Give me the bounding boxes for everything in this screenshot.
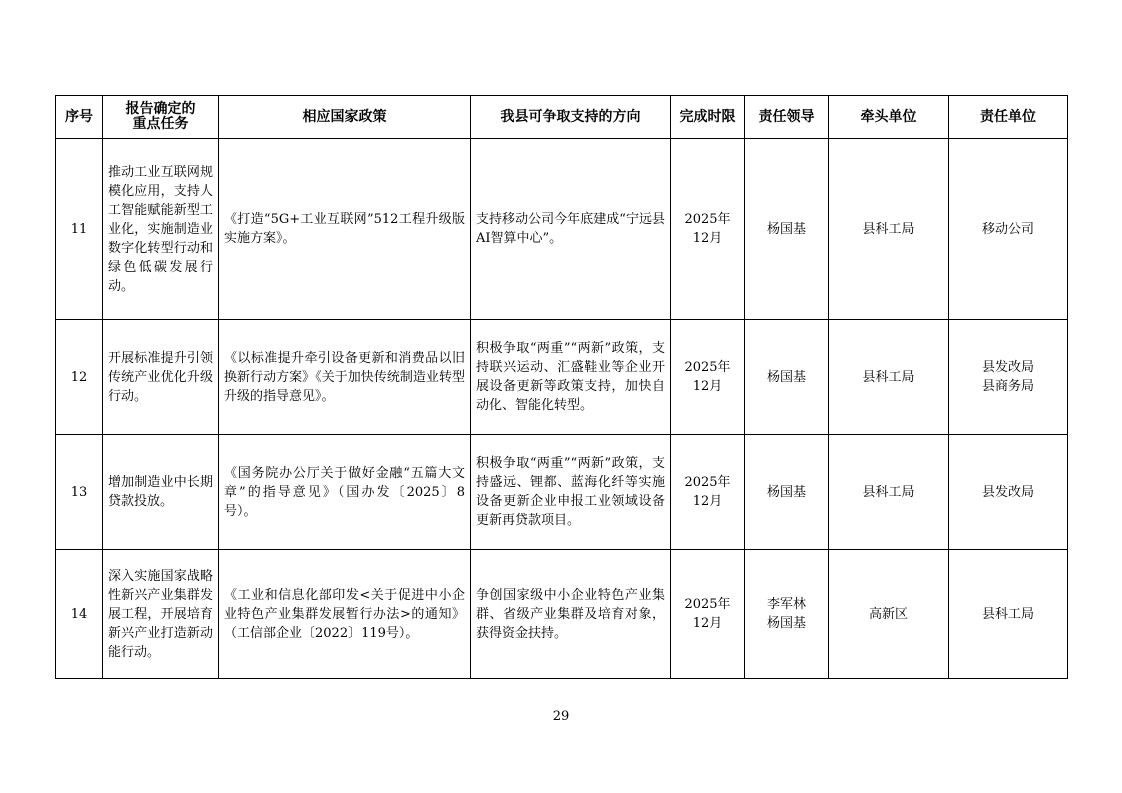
cell-task: 开展标准提升引领传统产业优化升级行动。	[103, 320, 219, 435]
leader-line-2: 杨国基	[766, 616, 806, 631]
header-policy: 相应国家政策	[219, 96, 471, 139]
resp-unit-line-2: 县商务局	[981, 379, 1034, 394]
header-task	[103, 96, 219, 139]
cell-resp-unit: 移动公司	[949, 139, 1068, 320]
cell-direction: 支持移动公司今年底建成“宁远县AI智算中心”。	[471, 139, 671, 320]
cell-deadline	[671, 320, 745, 435]
header-no: 序号	[56, 96, 103, 139]
resp-unit-line-1: 县发改局	[981, 360, 1034, 375]
cell-resp-unit: 县发改局	[949, 435, 1068, 550]
cell-policy: 《以标准提升牵引设备更新和消费品以旧换新行动方案》《关于加快传统制造业转型升级的指导意见》。	[219, 320, 471, 435]
cell-resp-unit: 县科工局	[949, 550, 1068, 679]
deadline-year: 2025年	[684, 597, 731, 612]
table-row	[56, 435, 1068, 550]
header-direction: 我县可争取支持的方向	[471, 96, 671, 139]
cell-deadline	[671, 550, 745, 679]
header-resp-unit: 责任单位	[949, 96, 1068, 139]
cell-direction: 争创国家级中小企业特色产业集群、省级产业集群及培育对象，获得资金扶持。	[471, 550, 671, 679]
cell-no: 11	[56, 139, 103, 320]
cell-policy: 《工业和信息化部印发<关于促进中小企业特色产业集群发展暂行办法>的通知》（工信部企业〔2022〕119号）。	[219, 550, 471, 679]
cell-no: 13	[56, 435, 103, 550]
cell-lead-unit: 高新区	[829, 550, 949, 679]
table-header-row	[56, 96, 1068, 139]
leader-line-1: 李军林	[766, 597, 806, 612]
header-deadline: 完成时限	[671, 96, 745, 139]
cell-lead-unit: 县科工局	[829, 320, 949, 435]
cell-deadline	[671, 435, 745, 550]
page-number: 29	[552, 709, 570, 724]
cell-no: 14	[56, 550, 103, 679]
deadline-month: 12月	[692, 231, 723, 246]
cell-direction: 积极争取“两重”“两新”政策，支持联兴运动、汇盛鞋业等企业开展设备更新等政策支持，加快自动化、智能化转型。	[471, 320, 671, 435]
header-leader: 责任领导	[745, 96, 829, 139]
cell-no: 12	[56, 320, 103, 435]
header-task-line-2: 重点任务	[132, 116, 189, 132]
header-task-line-1: 报告确定的	[125, 101, 196, 117]
cell-task: 增加制造业中长期贷款投放。	[103, 435, 219, 550]
deadline-year: 2025年	[684, 475, 731, 490]
deadline-year: 2025年	[684, 360, 731, 375]
cell-task: 深入实施国家战略性新兴产业集群发展工程，开展培育新兴产业打造新动能行动。	[103, 550, 219, 679]
cell-leader: 杨国基	[745, 435, 829, 550]
cell-leader: 杨国基	[745, 320, 829, 435]
cell-lead-unit: 县科工局	[829, 139, 949, 320]
cell-direction: 积极争取“两重”“两新”政策，支持盛远、锂都、蓝海化纤等实施设备更新企业申报工业领域设备更新再贷款项目。	[471, 435, 671, 550]
table-row	[56, 320, 1068, 435]
cell-leader	[745, 550, 829, 679]
cell-resp-unit	[949, 320, 1068, 435]
cell-deadline	[671, 139, 745, 320]
table-row	[56, 550, 1068, 679]
deadline-month: 12月	[692, 616, 723, 631]
header-lead-unit: 牵头单位	[829, 96, 949, 139]
cell-leader: 杨国基	[745, 139, 829, 320]
cell-lead-unit: 县科工局	[829, 435, 949, 550]
deadline-year: 2025年	[684, 212, 731, 227]
deadline-month: 12月	[692, 379, 723, 394]
cell-policy: 《国务院办公厅关于做好金融“五篇大文章”的指导意见》（国办发〔2025〕8号）。	[219, 435, 471, 550]
deadline-month: 12月	[692, 494, 723, 509]
table-row	[56, 139, 1068, 320]
cell-task: 推动工业互联网规模化应用，支持人工智能赋能新型工业化，实施制造业数字化转型行动和绿色低碳发展行动。	[103, 139, 219, 320]
cell-policy: 《打造“5G+工业互联网”512工程升级版实施方案》。	[219, 139, 471, 320]
task-table	[55, 95, 1068, 679]
